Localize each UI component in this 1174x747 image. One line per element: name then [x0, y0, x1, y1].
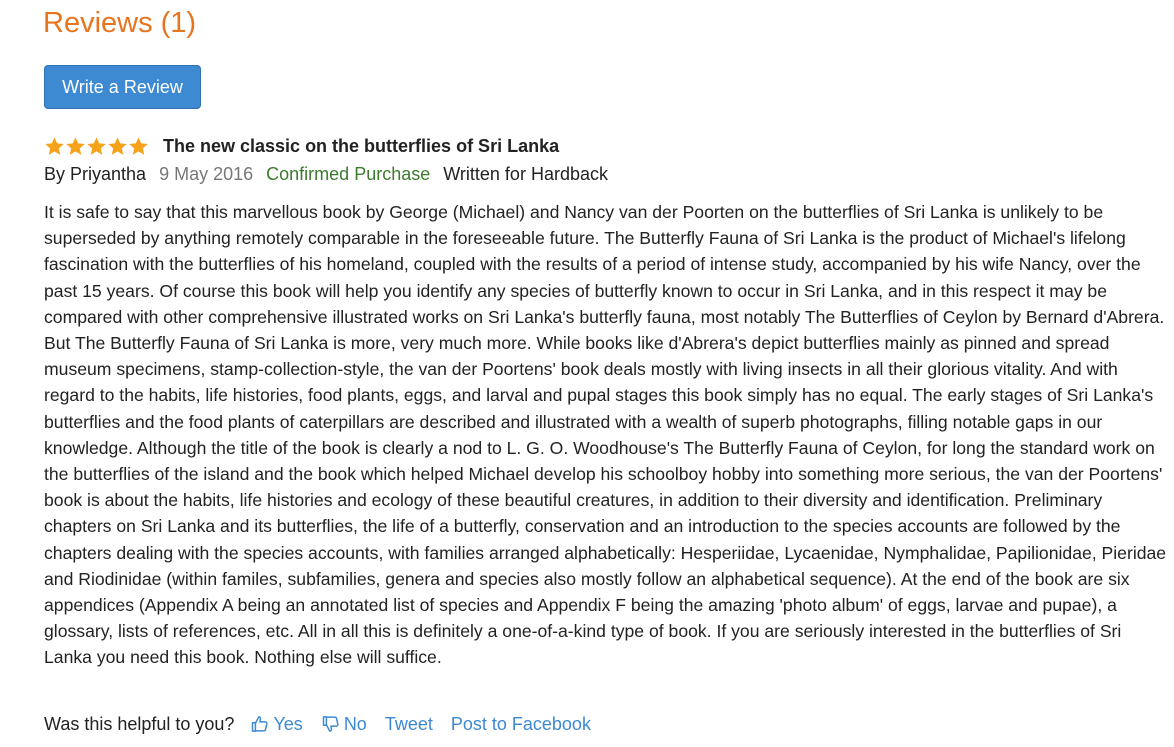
vote-yes-button[interactable]: [250, 710, 302, 738]
review-date: 9 May 2016: [159, 164, 254, 184]
review-format: Written for Hardback: [443, 164, 608, 184]
review-body: It is safe to say that this marvellous book by George (Michael) and Nancy van der Poorten on the butterflies of Sri Lanka is unlikely to be superseded by anything remotely comparable in the foreseeable future. The Butterfly Fauna of Sri Lanka is the product of Michael's lifelong fascination with the butterflies of his homeland, coupled with the results of a period of intense study, accompanied by his wife Nancy, over the past 15 years. Of course this book will help you identify any species of butterfly known to occur in Sri Lanka, and in this respect it may be compared with other comprehensive illustrated works on Sri Lanka's butterfly fauna, most notably The Butterflies of Ceylon by Bernard d'Abrera. But The Butterfly Fauna of Sri Lanka is more, very much more. While books like d'Abrera's depict butterflies mainly as pinned and spread museum specimens, stamp-collection-style, the van der Poortens' book deals mostly with living insects in all their glorious vitality. And with regard to the habits, life histories, food plants, eggs, and larval and pupal stages this book simply has no equal. The early stages of Sri Lanka's butterflies and the food plants of caterpillars are described and illustrated with a wealth of superb photographs, filling notable gaps in our knowledge. Although the title of the book is clearly a nod to L. G. O. Woodhouse's The Butterfly Fauna of Ceylon, for long the standard work on the butterflies of the island and the book which helped Michael develop his schoolboy hobby into something more serious, the van der Poortens' book is about the habits, life histories and ecology of these beautiful creatures, in addition to their diversity and identification. Preliminary chapters on Sri Lanka and its butterflies, the life of a butterfly, conservation and an introduction to the species accounts are followed by the chapters dealing with the species accounts, with families arranged alphabetically: Hesperiidae, Lycaenidae, Nymphalidae, Papilionidae, Pieridae and Riodinidae (within familes, subfamilies, genera and species also mostly follow an alphabetical sequence). At the end of the book are six appendices (Appendix A being an annotated list of species and Appendix F being the amazing 'photo album' of eggs, larvae and pupae), a glossary, lists of references, etc. All in all this is definitely a one-of-a-kind type of book. If you are seriously interested in the butterflies of Sri Lanka you need this book. Nothing else will suffice.: [44, 202, 1167, 668]
star-icon: [86, 136, 107, 157]
reviews-heading: Reviews (1): [43, 7, 197, 39]
star-icon: [107, 136, 128, 157]
write-review-button[interactable]: Write a Review: [44, 65, 201, 109]
vote-yes-label: Yes: [273, 714, 303, 734]
helpful-bar: [44, 710, 609, 738]
star-icon: [44, 136, 65, 157]
review-header: [44, 133, 559, 159]
star-icon: [65, 136, 86, 157]
star-rating: [44, 136, 149, 157]
thumbs-down-icon: [321, 714, 341, 734]
review-title: The new classic on the butterflies of Sri Lanka: [163, 136, 560, 156]
vote-no-button[interactable]: [321, 710, 367, 738]
star-icon: [128, 136, 149, 157]
vote-no-label: No: [343, 714, 367, 734]
facebook-share-link[interactable]: Post to Facebook: [450, 714, 591, 734]
tweet-link[interactable]: Tweet: [384, 714, 433, 734]
helpful-question: Was this helpful to you?: [44, 714, 235, 734]
confirmed-purchase-badge: Confirmed Purchase: [266, 164, 431, 184]
review-author: By Priyantha: [44, 164, 147, 184]
thumbs-up-icon: [250, 714, 270, 734]
review-meta: [44, 161, 616, 187]
